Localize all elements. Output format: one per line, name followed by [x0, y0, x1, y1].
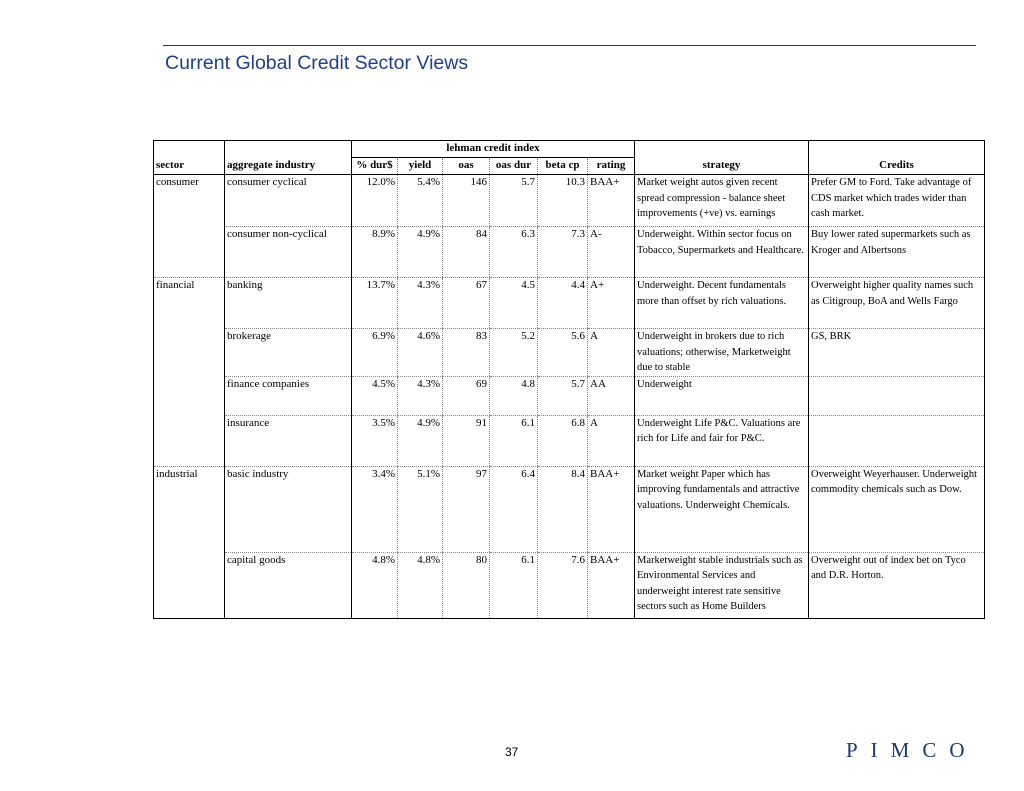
cell-industry: insurance	[225, 415, 352, 466]
cell-credits	[809, 376, 985, 415]
cell-oas: 97	[443, 466, 490, 552]
cell-beta-cp: 5.7	[538, 376, 588, 415]
cell-beta-cp: 5.6	[538, 329, 588, 377]
credit-sector-table	[153, 140, 985, 619]
cell-yield: 4.6%	[398, 329, 443, 377]
cell-dur: 3.4%	[352, 466, 398, 552]
header-spacer	[225, 141, 352, 158]
cell-rating: A	[588, 329, 635, 377]
cell-beta-cp: 8.4	[538, 466, 588, 552]
col-header-credits: Credits	[809, 158, 985, 175]
header-spacer	[809, 141, 985, 158]
col-header-dur: % dur$	[352, 158, 398, 175]
cell-oas: 80	[443, 552, 490, 618]
table-row	[154, 415, 985, 466]
cell-oas-dur: 4.8	[490, 376, 538, 415]
cell-beta-cp: 7.6	[538, 552, 588, 618]
cell-oas-dur: 6.3	[490, 227, 538, 278]
cell-sector	[154, 415, 225, 466]
cell-sector	[154, 376, 225, 415]
table-row	[154, 552, 985, 618]
cell-sector: financial	[154, 278, 225, 329]
cell-beta-cp: 4.4	[538, 278, 588, 329]
page-title: Current Global Credit Sector Views	[165, 52, 469, 74]
cell-rating: BAA+	[588, 175, 635, 227]
cell-oas-dur: 6.1	[490, 415, 538, 466]
col-header-rating: rating	[588, 158, 635, 175]
cell-rating: BAA+	[588, 552, 635, 618]
cell-yield: 4.3%	[398, 376, 443, 415]
cell-industry: capital goods	[225, 552, 352, 618]
cell-beta-cp: 10.3	[538, 175, 588, 227]
cell-yield: 5.1%	[398, 466, 443, 552]
cell-credits: Overweight out of index bet on Tyco and D.R. Horton.	[809, 552, 985, 618]
table-row	[154, 376, 985, 415]
col-header-oas: oas	[443, 158, 490, 175]
col-header-beta-cp: beta cp	[538, 158, 588, 175]
cell-industry: finance companies	[225, 376, 352, 415]
cell-yield: 4.8%	[398, 552, 443, 618]
cell-beta-cp: 7.3	[538, 227, 588, 278]
cell-sector	[154, 329, 225, 377]
title-rule	[163, 45, 976, 46]
cell-industry: consumer non-cyclical	[225, 227, 352, 278]
cell-oas-dur: 4.5	[490, 278, 538, 329]
col-header-industry: aggregate industry	[225, 158, 352, 175]
cell-strategy: Underweight. Decent fundamentals more than offset by rich valuations.	[635, 278, 809, 329]
cell-oas: 146	[443, 175, 490, 227]
cell-oas-dur: 5.7	[490, 175, 538, 227]
cell-dur: 3.5%	[352, 415, 398, 466]
table-row	[154, 466, 985, 552]
col-header-oas-dur: oas dur	[490, 158, 538, 175]
pimco-logo: PIMCO	[846, 738, 978, 762]
col-header-strategy: strategy	[635, 158, 809, 175]
cell-credits: Prefer GM to Ford. Take advantage of CDS market which trades wider than cash market.	[809, 175, 985, 227]
cell-strategy: Market weight autos given recent spread compression - balance sheet improvements (+ve) vs. earnings	[635, 175, 809, 227]
cell-oas: 91	[443, 415, 490, 466]
cell-dur: 6.9%	[352, 329, 398, 377]
table-row	[154, 227, 985, 278]
cell-rating: AA	[588, 376, 635, 415]
cell-beta-cp: 6.8	[538, 415, 588, 466]
cell-industry: consumer cyclical	[225, 175, 352, 227]
cell-industry: banking	[225, 278, 352, 329]
cell-strategy: Underweight	[635, 376, 809, 415]
cell-credits: GS, BRK	[809, 329, 985, 377]
cell-rating: A+	[588, 278, 635, 329]
cell-industry: brokerage	[225, 329, 352, 377]
header-spacer	[635, 141, 809, 158]
cell-oas: 84	[443, 227, 490, 278]
cell-credits: Overweight higher quality names such as Citigroup, BoA and Wells Fargo	[809, 278, 985, 329]
cell-yield: 5.4%	[398, 175, 443, 227]
cell-dur: 4.5%	[352, 376, 398, 415]
cell-strategy: Market weight Paper which has improving fundamentals and attractive valuations. Underweight Chemicals.	[635, 466, 809, 552]
cell-credits: Overweight Weyerhauser. Underweight commodity chemicals such as Dow.	[809, 466, 985, 552]
cell-oas-dur: 6.1	[490, 552, 538, 618]
cell-oas: 69	[443, 376, 490, 415]
cell-strategy: Underweight in brokers due to rich valuations; otherwise, Marketweight due to stable	[635, 329, 809, 377]
cell-oas-dur: 5.2	[490, 329, 538, 377]
cell-yield: 4.9%	[398, 415, 443, 466]
cell-yield: 4.9%	[398, 227, 443, 278]
cell-dur: 4.8%	[352, 552, 398, 618]
cell-rating: A	[588, 415, 635, 466]
cell-dur: 8.9%	[352, 227, 398, 278]
cell-strategy: Marketweight stable industrials such as Environmental Services and underweight interest rate sensitive sectors such as Home Builders	[635, 552, 809, 618]
cell-credits	[809, 415, 985, 466]
table-row	[154, 175, 985, 227]
cell-oas: 67	[443, 278, 490, 329]
cell-rating: BAA+	[588, 466, 635, 552]
cell-oas: 83	[443, 329, 490, 377]
cell-dur: 13.7%	[352, 278, 398, 329]
cell-oas-dur: 6.4	[490, 466, 538, 552]
page-number: 37	[505, 745, 519, 759]
col-header-sector: sector	[154, 158, 225, 175]
cell-industry: basic industry	[225, 466, 352, 552]
cell-strategy: Underweight Life P&C. Valuations are rich for Life and fair for P&C.	[635, 415, 809, 466]
table-row	[154, 278, 985, 329]
group-header: lehman credit index	[352, 141, 635, 158]
cell-sector: consumer	[154, 175, 225, 227]
table-row	[154, 329, 985, 377]
cell-sector	[154, 552, 225, 618]
cell-yield: 4.3%	[398, 278, 443, 329]
cell-strategy: Underweight. Within sector focus on Tobacco, Supermarkets and Healthcare.	[635, 227, 809, 278]
cell-rating: A-	[588, 227, 635, 278]
cell-dur: 12.0%	[352, 175, 398, 227]
cell-sector	[154, 227, 225, 278]
col-header-yield: yield	[398, 158, 443, 175]
header-spacer	[154, 141, 225, 158]
cell-credits: Buy lower rated supermarkets such as Kroger and Albertsons	[809, 227, 985, 278]
cell-sector: industrial	[154, 466, 225, 552]
